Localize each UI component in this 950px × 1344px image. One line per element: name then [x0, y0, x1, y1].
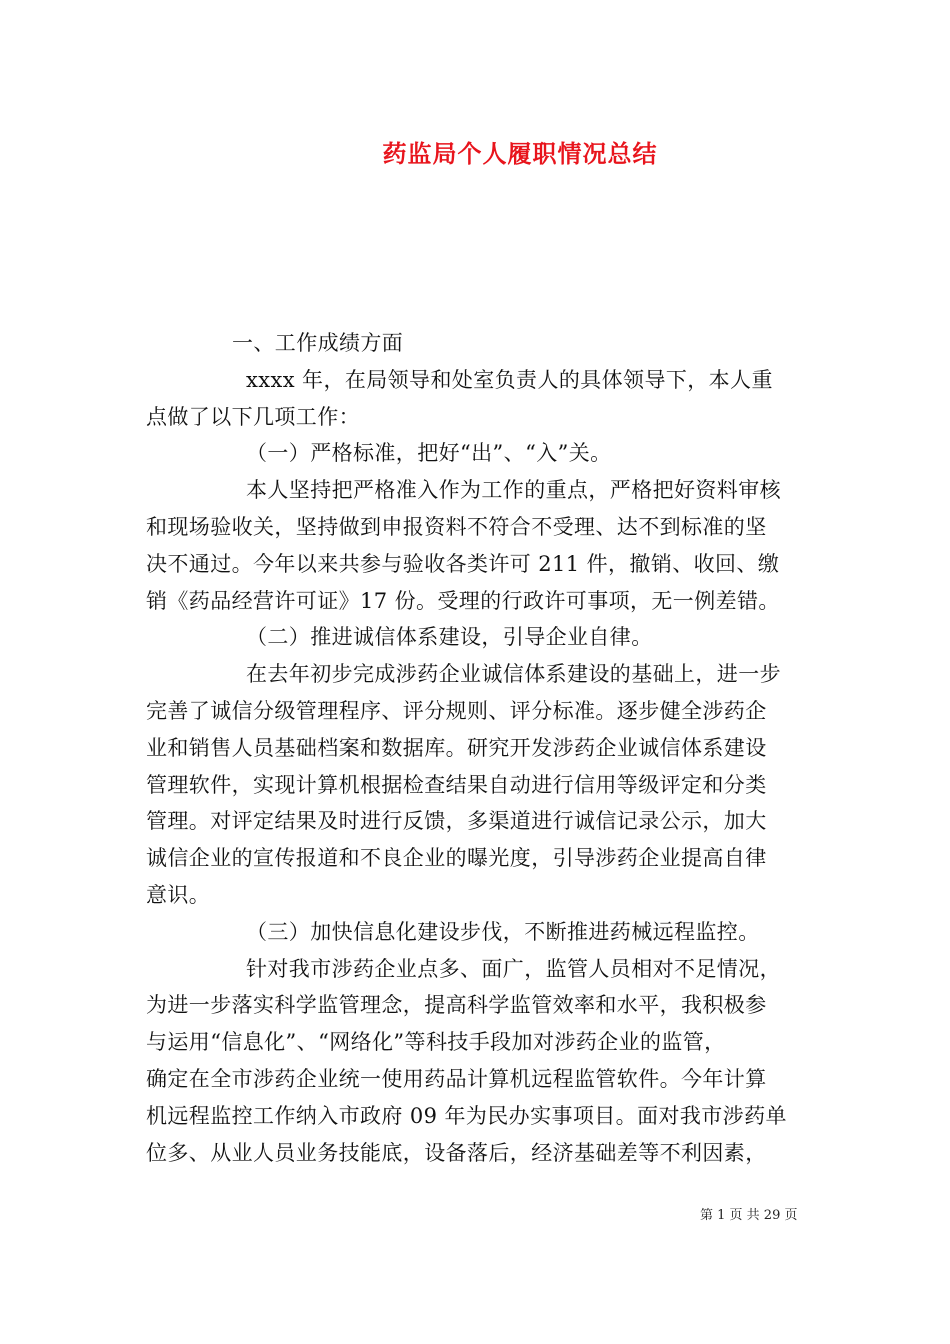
- section-heading: 一、工作成绩方面: [232, 331, 404, 355]
- paragraph-line: xxxx 年，在局领导和处室负责人的具体领导下，本人重: [246, 367, 773, 392]
- paragraph-line: 管理软件，实现计算机根据检查结果自动进行信用等级评定和分类: [146, 772, 767, 797]
- paragraph-line: 决不通过。今年以来共参与验收各类许可 211 件，撤销、收回、缴: [146, 551, 780, 576]
- paragraph-line: 销《药品经营许可证》17 份。受理的行政许可事项，无一例差错。: [146, 588, 780, 613]
- paragraph-line: 机远程监控工作纳入市政府 09 年为民办实事项目。面对我市涉药单: [146, 1103, 787, 1128]
- document-title: 药监局个人履职情况总结: [382, 139, 658, 168]
- paragraph-line: 位多、从业人员业务技能底，设备落后，经济基础差等不利因素，: [146, 1140, 767, 1165]
- subsection-heading: （三）加快信息化建设步伐，不断推进药械远程监控。: [246, 919, 760, 944]
- paragraph-line: 与运用“信息化”、“网络化”等科技手段加对涉药企业的监管，: [146, 1030, 726, 1055]
- paragraph-line: 意识。: [146, 882, 211, 907]
- paragraph-line: 本人坚持把严格准入作为工作的重点，严格把好资料审核: [246, 478, 781, 503]
- paragraph-line: 管理。对评定结果及时进行反馈，多渠道进行诚信记录公示，加大: [146, 809, 767, 834]
- paragraph-line: 在去年初步完成涉药企业诚信体系建设的基础上，进一步: [246, 662, 781, 687]
- paragraph-line: 针对我市涉药企业点多、面广，监管人员相对不足情况，: [246, 956, 781, 981]
- page-number: 第 1 页 共 29 页: [700, 1208, 798, 1223]
- paragraph-line: 业和销售人员基础档案和数据库。研究开发涉药企业诚信体系建设: [146, 735, 767, 760]
- paragraph-line: 确定在全市涉药企业统一使用药品计算机远程监管软件。今年计算: [146, 1066, 767, 1091]
- subsection-heading: （二）推进诚信体系建设，引导企业自律。: [246, 625, 653, 650]
- document-body: [146, 325, 806, 1171]
- paragraph-line: 为进一步落实科学监管理念，提高科学监管效率和水平，我积极参: [146, 993, 767, 1018]
- paragraph-line: 完善了诚信分级管理程序、评分规则、评分标准。逐步健全涉药企: [146, 698, 767, 723]
- paragraph-line: 诚信企业的宣传报道和不良企业的曝光度，引导涉药企业提高自律: [146, 846, 767, 871]
- paragraph-line: 点做了以下几项工作：: [146, 404, 360, 429]
- subsection-heading: （一）严格标准，把好“出”、“入”关。: [246, 441, 612, 466]
- paragraph-line: 和现场验收关，坚持做到申报资料不符合不受理、达不到标准的坚: [146, 514, 767, 539]
